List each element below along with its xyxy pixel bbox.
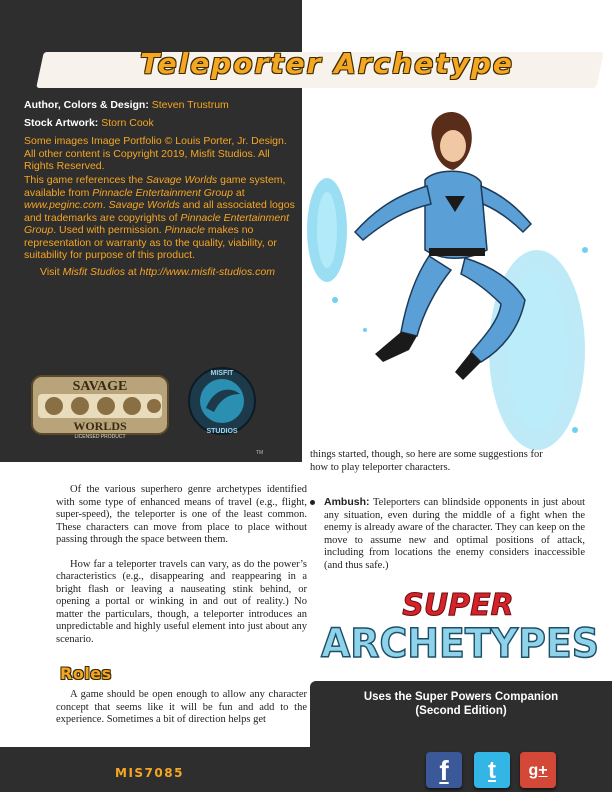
continued-paragraph: things started, though, so here are some suggestions for how to play teleporter characters. <box>310 449 543 473</box>
ambush-bullet <box>310 496 585 572</box>
product-code: MIS7085 <box>115 766 184 780</box>
intro-paragraph: Of the various superhero genre archetypes identified with some type of enhanced means of travel (e.g., flight, super-speed), the teleporter is one of the least common. These characters can move from place to place without passing through the space between them. <box>56 484 307 545</box>
credit-author: Author, Colors & Design: Steven Trustrum <box>24 99 229 111</box>
roles-heading: Roles <box>60 664 112 683</box>
savage-logo-top-text: SAVAGE <box>72 379 128 394</box>
credit-visit: Visit Misfit Studios at http://www.misfit-studios.com <box>40 266 275 278</box>
bullet-label: Ambush: <box>324 496 370 508</box>
savage-worlds-logo <box>30 374 170 440</box>
bullet-text: Teleporters can blindside opponents in just about any situation, even during the middle of a fight when the enemy is already aware of the character. They can keep on the move to assume new and optimal positions of attack, including from locations the enemy considers inaccessible (and thus safe.) <box>324 497 586 571</box>
twitter-icon[interactable]: t <box>474 752 510 788</box>
bullet-dot <box>310 500 315 505</box>
savage-logo-licensed-text: LICENSED PRODUCT <box>74 434 126 440</box>
google-plus-icon[interactable]: g+ <box>520 752 556 788</box>
page-title: Teleporter Archetype <box>140 47 514 80</box>
roles-paragraph: A game should be open enough to allow any character concept that seems like it will be fun and add to the experience. Sometimes a bit of direction helps get <box>56 689 307 725</box>
misfit-logo-bottom-text: STUDIOS <box>206 428 238 435</box>
credit-images-notice: Some images Image Portfolio © Louis Porter, Jr. Design. All other content is Copyright 2019, Misfit Studios. All Rights Reserved. <box>24 135 287 172</box>
savage-logo-bottom-text: WORLDS <box>73 419 127 433</box>
credit-legal-notice: This game references the Savage Worlds game system, available from Pinnacle Entertainment Group at www.peginc.com. Savage Worlds and all associated logos and trademarks are copyrights of Pinnacle Entertainment Group. Used with permission. Pinnacle makes no representation or warranty as to the quality, viability, or suitability for purpose of this product. <box>24 174 295 261</box>
teleporter-hero-illustration <box>305 100 605 460</box>
misfit-website-link[interactable]: http://www.misfit-studios.com <box>139 266 275 278</box>
super-logo-top-text: SUPER <box>402 588 514 623</box>
companion-note: Uses the Super Powers Companion (Second Edition) <box>363 691 559 717</box>
super-archetypes-logo <box>318 583 603 663</box>
credit-artwork: Stock Artwork: Storn Cook <box>24 117 154 129</box>
trademark-mark: TM <box>256 450 264 456</box>
variation-paragraph: How far a teleporter travels can vary, as do the power’s characteristics (e.g., disappearing and reappearing in a bright flash or leaving a nauseating stink behind, or opening a portal or winking in and out of reality.) No matter the particulars, though, a teleporter introduces an unpredictable and highly useful element into just about any scenario. <box>56 558 307 645</box>
facebook-icon[interactable]: f <box>426 752 462 788</box>
misfit-studios-logo <box>188 364 256 438</box>
misfit-logo-top-text: MISFIT <box>210 370 234 377</box>
body-column-left <box>56 484 307 646</box>
super-logo-bottom-text: ARCHETYPES <box>321 621 599 663</box>
